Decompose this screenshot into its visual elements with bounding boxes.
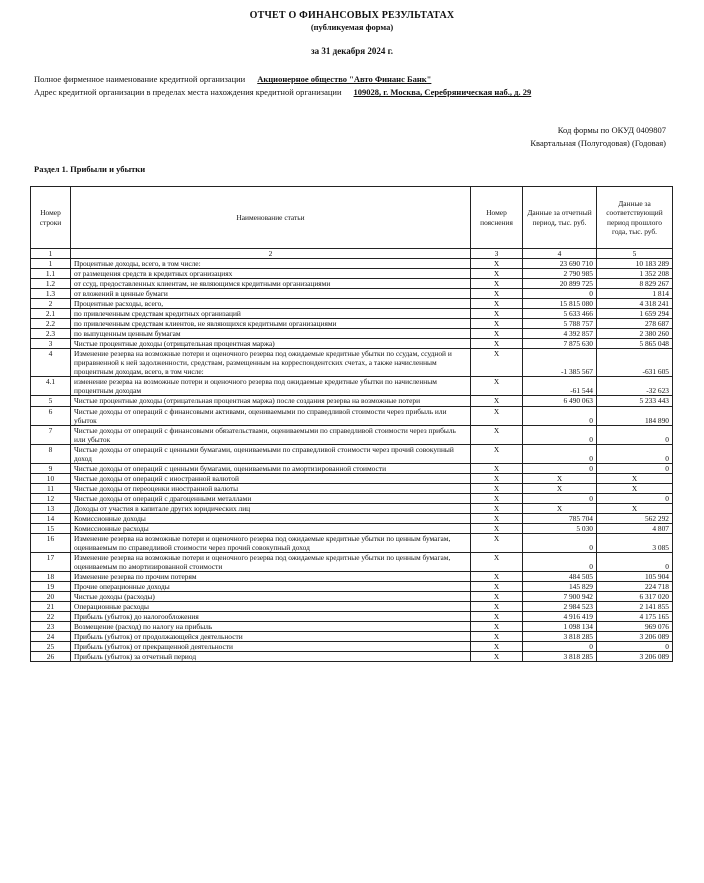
row-previous-value-cell: -631 605	[597, 349, 673, 377]
row-name-cell: от вложений в ценные бумаги	[71, 289, 471, 299]
row-name-cell: Чистые доходы от операций с ценными бумагами, оцениваемыми по амортизированной стоимости	[71, 463, 471, 473]
row-name-cell: от ссуд, предоставленных клиентам, не являющимся кредитными организациями	[71, 279, 471, 289]
row-number-cell: 25	[31, 642, 71, 652]
table-row	[31, 425, 673, 444]
row-name-cell: Чистые доходы от операций с драгоценными металлами	[71, 493, 471, 503]
row-previous-value-cell: 5 865 048	[597, 339, 673, 349]
row-note-cell: X	[471, 582, 523, 592]
table-body	[31, 259, 673, 662]
row-number-cell: 22	[31, 612, 71, 622]
table-row	[31, 552, 673, 571]
row-previous-value-cell: 0	[597, 463, 673, 473]
table-row	[31, 349, 673, 377]
table-row	[31, 279, 673, 289]
table-row	[31, 473, 673, 483]
row-name-cell: Изменение резерва на возможные потери и оценочного резерва под ожидаемые кредитные убытки по ценным бумагам, оцениваемым по амортизированной стоимости	[71, 552, 471, 571]
table-row	[31, 513, 673, 523]
table-row	[31, 642, 673, 652]
row-name-cell: Комиссионные расходы	[71, 523, 471, 533]
row-previous-value-cell: 3 206 089	[597, 652, 673, 662]
row-previous-value-cell: 2 380 260	[597, 329, 673, 339]
row-note-cell: X	[471, 377, 523, 396]
row-previous-value-cell: 6 317 020	[597, 592, 673, 602]
row-note-cell: X	[471, 493, 523, 503]
row-name-cell: Процентные расходы, всего,	[71, 299, 471, 309]
table-row	[31, 652, 673, 662]
row-previous-value-cell: X	[597, 473, 673, 483]
row-note-cell: X	[471, 652, 523, 662]
row-current-value-cell: -61 544	[523, 377, 597, 396]
table-row	[31, 259, 673, 269]
row-number-cell: 11	[31, 483, 71, 493]
row-current-value-cell: 23 690 710	[523, 259, 597, 269]
row-note-cell: X	[471, 309, 523, 319]
table-row	[31, 533, 673, 552]
row-number-cell: 16	[31, 533, 71, 552]
row-name-cell: Чистые доходы (расходы)	[71, 592, 471, 602]
index-cell: 4	[523, 249, 597, 259]
table-row	[31, 523, 673, 533]
row-name-cell: Чистые доходы от операций с финансовыми обязательствами, оцениваемыми по справедливой стоимости через прибыль или убыток	[71, 425, 471, 444]
row-note-cell: X	[471, 523, 523, 533]
table-row	[31, 622, 673, 632]
row-number-cell: 2.2	[31, 319, 71, 329]
row-note-cell: X	[471, 269, 523, 279]
header-row-number: Номер строки	[31, 187, 71, 249]
row-name-cell: Чистые процентные доходы (отрицательная процентная маржа)	[71, 339, 471, 349]
row-previous-value-cell: 105 904	[597, 572, 673, 582]
row-current-value-cell: 484 505	[523, 572, 597, 582]
row-current-value-cell: 0	[523, 406, 597, 425]
row-number-cell: 24	[31, 632, 71, 642]
table-row	[31, 483, 673, 493]
row-note-cell: X	[471, 299, 523, 309]
financial-results-table	[30, 186, 673, 662]
row-number-cell: 26	[31, 652, 71, 662]
table-row	[31, 463, 673, 473]
org-address-label: Адрес кредитной организации в пределах места нахождения кредитной организации	[34, 87, 342, 97]
row-current-value-cell: X	[523, 473, 597, 483]
row-note-cell: X	[471, 572, 523, 582]
row-current-value-cell: 5 030	[523, 523, 597, 533]
row-number-cell: 17	[31, 552, 71, 571]
row-number-cell: 12	[31, 493, 71, 503]
table-header-row	[31, 187, 673, 249]
row-current-value-cell: 0	[523, 425, 597, 444]
table-row	[31, 329, 673, 339]
row-note-cell: X	[471, 552, 523, 571]
row-number-cell: 20	[31, 592, 71, 602]
row-note-cell: X	[471, 289, 523, 299]
report-date: за 31 декабря 2024 г.	[311, 46, 393, 56]
table-row	[31, 339, 673, 349]
table-row	[31, 396, 673, 406]
row-current-value-cell: 4 916 419	[523, 612, 597, 622]
row-previous-value-cell: 562 292	[597, 513, 673, 523]
row-note-cell: X	[471, 642, 523, 652]
row-number-cell: 3	[31, 339, 71, 349]
section-title: Раздел 1. Прибыли и убытки	[34, 164, 146, 174]
row-note-cell: X	[471, 396, 523, 406]
row-previous-value-cell: 1 352 208	[597, 269, 673, 279]
row-note-cell: X	[471, 622, 523, 632]
row-note-cell: X	[471, 592, 523, 602]
row-name-cell: Прочие операционные доходы	[71, 582, 471, 592]
row-note-cell: X	[471, 612, 523, 622]
row-number-cell: 19	[31, 582, 71, 592]
table-row	[31, 632, 673, 642]
row-note-cell: X	[471, 483, 523, 493]
row-number-cell: 21	[31, 602, 71, 612]
org-name-line	[34, 74, 431, 84]
row-current-value-cell: 0	[523, 642, 597, 652]
row-previous-value-cell: 3 206 089	[597, 632, 673, 642]
index-cell: 2	[71, 249, 471, 259]
row-current-value-cell: 0	[523, 533, 597, 552]
row-current-value-cell: -1 385 567	[523, 349, 597, 377]
table-row	[31, 309, 673, 319]
row-note-cell: X	[471, 329, 523, 339]
row-name-cell: Возмещение (расход) по налогу на прибыль	[71, 622, 471, 632]
row-name-cell: Доходы от участия в капитале других юридических лиц	[71, 503, 471, 513]
row-current-value-cell: 3 818 285	[523, 632, 597, 642]
row-current-value-cell: 6 490 063	[523, 396, 597, 406]
row-number-cell: 18	[31, 572, 71, 582]
row-name-cell: Комиссионные доходы	[71, 513, 471, 523]
row-number-cell: 5	[31, 396, 71, 406]
row-previous-value-cell: 2 141 855	[597, 602, 673, 612]
table-row	[31, 572, 673, 582]
row-name-cell: Чистые доходы от операций с финансовыми активами, оцениваемыми по справедливой стоимости через прибыль или убыток	[71, 406, 471, 425]
row-note-cell: X	[471, 632, 523, 642]
row-number-cell: 2	[31, 299, 71, 309]
row-current-value-cell: 145 829	[523, 582, 597, 592]
row-previous-value-cell: 3 085	[597, 533, 673, 552]
row-current-value-cell: 5 633 466	[523, 309, 597, 319]
row-current-value-cell: 1 098 134	[523, 622, 597, 632]
okud-code: Код формы по ОКУД 0409807	[557, 125, 666, 135]
row-previous-value-cell: X	[597, 483, 673, 493]
table-row	[31, 592, 673, 602]
row-note-cell: X	[471, 473, 523, 483]
row-name-cell: Прибыль (убыток) за отчетный период	[71, 652, 471, 662]
row-note-cell: X	[471, 279, 523, 289]
row-name-cell: Изменение резерва на возможные потери и оценочного резерва под ожидаемые кредитные убытки по ссудам, ссудной и приравненной к ней задолженности, средствам, размещенным на корреспондентских счетах, а также начисленным процентным доходам, всего, в том числе:	[71, 349, 471, 377]
row-current-value-cell: X	[523, 503, 597, 513]
row-number-cell: 1	[31, 259, 71, 269]
row-name-cell: Чистые процентные доходы (отрицательная процентная маржа) после создания резерва на возможные потери	[71, 396, 471, 406]
row-note-cell: X	[471, 406, 523, 425]
row-note-cell: X	[471, 319, 523, 329]
row-number-cell: 23	[31, 622, 71, 632]
row-number-cell: 2.1	[31, 309, 71, 319]
row-current-value-cell: 2 984 523	[523, 602, 597, 612]
row-previous-value-cell: 224 718	[597, 582, 673, 592]
row-name-cell: Чистые доходы от операций с иностранной валютой	[71, 473, 471, 483]
row-name-cell: Операционные расходы	[71, 602, 471, 612]
row-previous-value-cell: 0	[597, 493, 673, 503]
header-note-number: Номер пояснения	[471, 187, 523, 249]
row-current-value-cell: 0	[523, 289, 597, 299]
table-row	[31, 289, 673, 299]
row-previous-value-cell: 0	[597, 444, 673, 463]
table-row	[31, 503, 673, 513]
row-previous-value-cell: 278 687	[597, 319, 673, 329]
row-number-cell: 2.3	[31, 329, 71, 339]
row-number-cell: 13	[31, 503, 71, 513]
row-number-cell: 1.1	[31, 269, 71, 279]
row-previous-value-cell: 10 183 289	[597, 259, 673, 269]
org-name-label: Полное фирменное наименование кредитной организации	[34, 74, 246, 84]
row-previous-value-cell: 1 659 294	[597, 309, 673, 319]
header-item-name: Наименование статьи	[71, 187, 471, 249]
org-address-line	[34, 87, 531, 97]
row-name-cell: Изменение резерва на возможные потери и оценочного резерва под ожидаемые кредитные убытки по ценным бумагам, оцениваемым по справедливой стоимости через прочий совокупный доход	[71, 533, 471, 552]
row-number-cell: 4.1	[31, 377, 71, 396]
row-note-cell: X	[471, 503, 523, 513]
row-previous-value-cell: 0	[597, 425, 673, 444]
row-note-cell: X	[471, 349, 523, 377]
row-name-cell: Процентные доходы, всего, в том числе:	[71, 259, 471, 269]
row-number-cell: 1.3	[31, 289, 71, 299]
row-note-cell: X	[471, 463, 523, 473]
report-subtitle: (публикуемая форма)	[310, 22, 394, 32]
index-cell: 1	[31, 249, 71, 259]
row-number-cell: 7	[31, 425, 71, 444]
row-previous-value-cell: 184 890	[597, 406, 673, 425]
row-name-cell: изменение резерва на возможные потери и оценочного резерва под ожидаемые кредитные убытки по начисленным процентным доходам	[71, 377, 471, 396]
row-previous-value-cell: 969 076	[597, 622, 673, 632]
table-row	[31, 582, 673, 592]
row-name-cell: Прибыль (убыток) от продолжающейся деятельности	[71, 632, 471, 642]
row-current-value-cell: 5 788 757	[523, 319, 597, 329]
row-name-cell: от размещения средств в кредитных организациях	[71, 269, 471, 279]
row-note-cell: X	[471, 425, 523, 444]
table-row	[31, 602, 673, 612]
row-current-value-cell: 0	[523, 493, 597, 503]
table-row	[31, 299, 673, 309]
row-current-value-cell: 7 900 942	[523, 592, 597, 602]
table-row	[31, 493, 673, 503]
row-previous-value-cell: X	[597, 503, 673, 513]
row-previous-value-cell: 4 318 241	[597, 299, 673, 309]
row-current-value-cell: 20 899 725	[523, 279, 597, 289]
row-current-value-cell: 7 875 630	[523, 339, 597, 349]
row-previous-value-cell: 0	[597, 642, 673, 652]
row-previous-value-cell: 4 175 165	[597, 612, 673, 622]
row-current-value-cell: X	[523, 483, 597, 493]
table-row	[31, 377, 673, 396]
row-current-value-cell: 2 790 985	[523, 269, 597, 279]
row-current-value-cell: 0	[523, 463, 597, 473]
row-current-value-cell: 0	[523, 444, 597, 463]
row-note-cell: X	[471, 533, 523, 552]
row-name-cell: Изменение резерва по прочим потерям	[71, 572, 471, 582]
row-number-cell: 1.2	[31, 279, 71, 289]
row-number-cell: 4	[31, 349, 71, 377]
table-row	[31, 269, 673, 279]
row-number-cell: 10	[31, 473, 71, 483]
row-current-value-cell: 15 815 080	[523, 299, 597, 309]
row-number-cell: 9	[31, 463, 71, 473]
row-previous-value-cell: 0	[597, 552, 673, 571]
table-row	[31, 612, 673, 622]
row-current-value-cell: 0	[523, 552, 597, 571]
row-previous-value-cell: -32 623	[597, 377, 673, 396]
org-name-value: Акционерное общество "Авто Финанс Банк"	[257, 74, 432, 84]
header-current-period: Данные за отчетный период, тыс. руб.	[523, 187, 597, 249]
row-previous-value-cell: 4 807	[597, 523, 673, 533]
row-number-cell: 15	[31, 523, 71, 533]
row-name-cell: Прибыль (убыток) до налогообложения	[71, 612, 471, 622]
row-previous-value-cell: 8 829 267	[597, 279, 673, 289]
row-note-cell: X	[471, 602, 523, 612]
org-address-value: 109028, г. Москва, Серебряническая наб., д. 29	[353, 87, 532, 97]
row-current-value-cell: 4 392 857	[523, 329, 597, 339]
header-previous-period: Данные за соответствующий период прошлого года, тыс. руб.	[597, 187, 673, 249]
row-number-cell: 8	[31, 444, 71, 463]
row-current-value-cell: 3 818 285	[523, 652, 597, 662]
row-note-cell: X	[471, 259, 523, 269]
table-row	[31, 406, 673, 425]
row-name-cell: Чистые доходы от переоценки иностранной валюты	[71, 483, 471, 493]
report-periodicity: Квартальная (Полугодовая) (Годовая)	[530, 138, 666, 148]
table-index-row	[31, 249, 673, 259]
row-name-cell: по выпущенным ценным бумагам	[71, 329, 471, 339]
row-number-cell: 6	[31, 406, 71, 425]
row-name-cell: Прибыль (убыток) от прекращенной деятельности	[71, 642, 471, 652]
row-note-cell: X	[471, 339, 523, 349]
row-number-cell: 14	[31, 513, 71, 523]
row-previous-value-cell: 5 233 443	[597, 396, 673, 406]
row-name-cell: по привлеченным средствам кредитных организаций	[71, 309, 471, 319]
row-note-cell: X	[471, 513, 523, 523]
row-name-cell: Чистые доходы от операций с ценными бумагами, оцениваемыми по справедливой стоимости через прочий совокупный доход	[71, 444, 471, 463]
row-current-value-cell: 785 704	[523, 513, 597, 523]
row-previous-value-cell: 1 814	[597, 289, 673, 299]
table-row	[31, 444, 673, 463]
index-cell: 5	[597, 249, 673, 259]
table-row	[31, 319, 673, 329]
report-title: ОТЧЕТ О ФИНАНСОВЫХ РЕЗУЛЬТАТАХ	[249, 10, 455, 21]
row-name-cell: по привлеченным средствам клиентов, не являющихся кредитными организациями	[71, 319, 471, 329]
index-cell: 3	[471, 249, 523, 259]
row-note-cell: X	[471, 444, 523, 463]
